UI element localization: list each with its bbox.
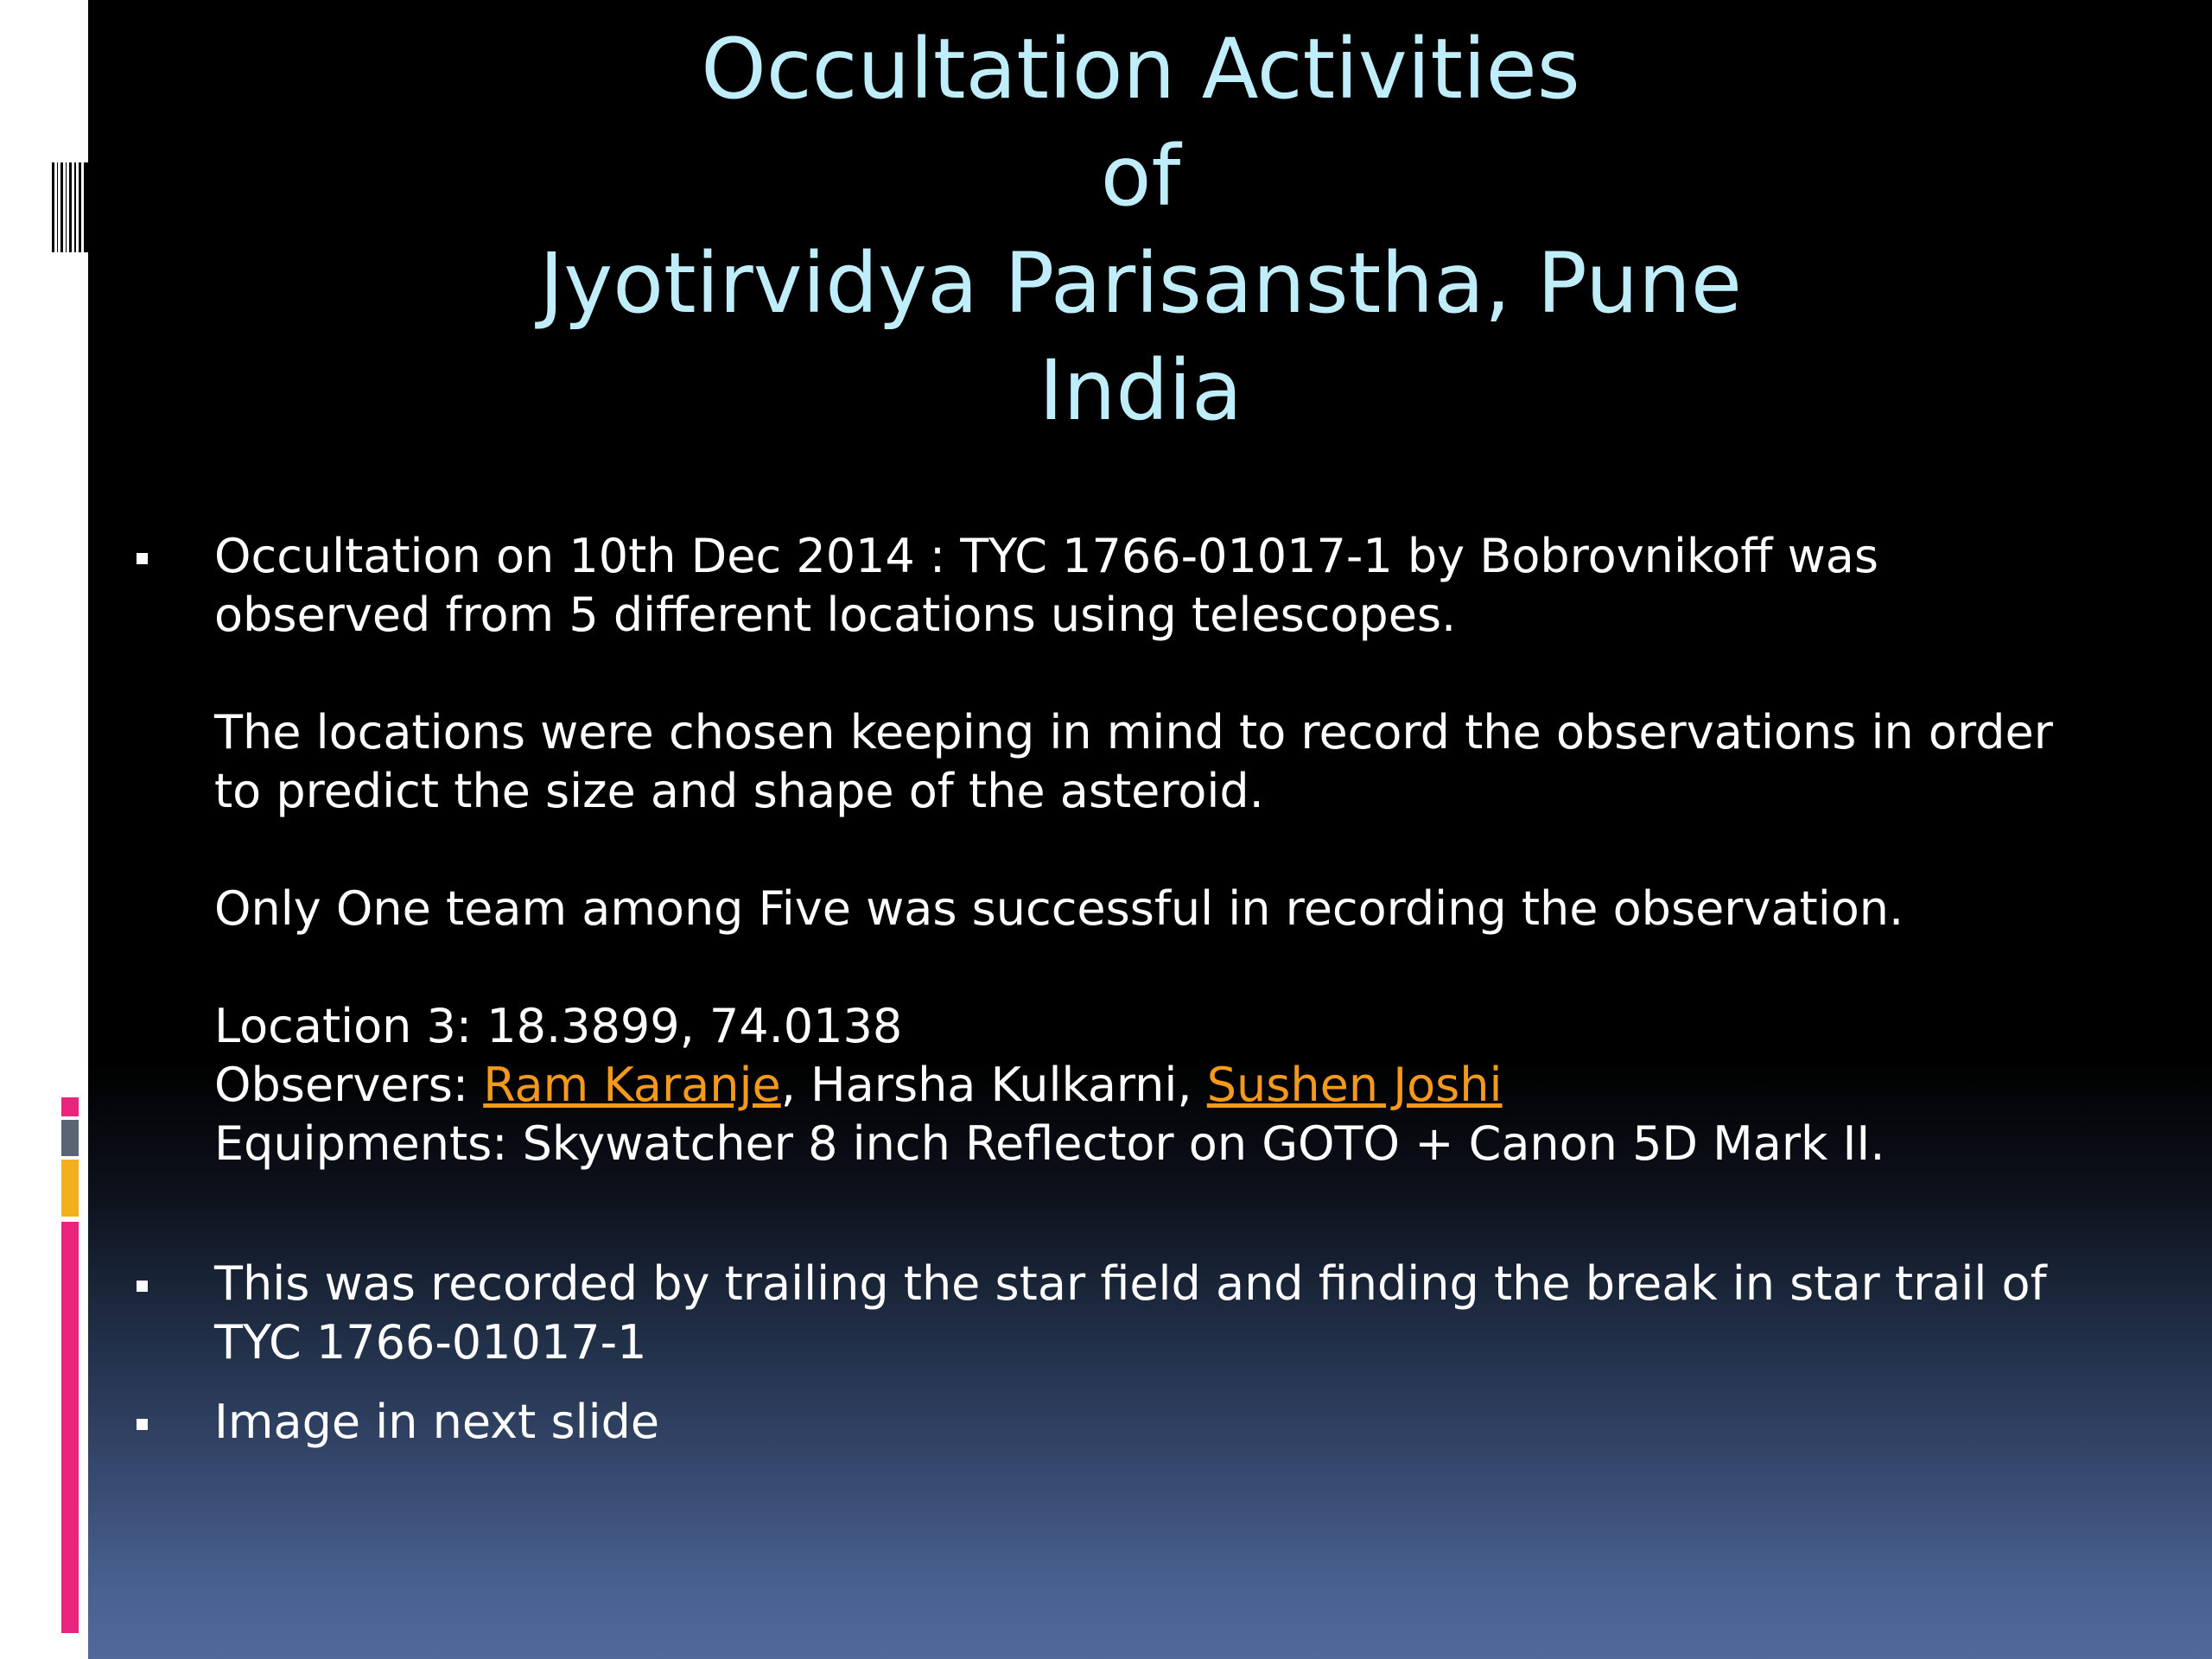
title-line-4: India xyxy=(1039,342,1243,439)
title-line-3: Jyotirvidya Parisanstha, Pune xyxy=(539,235,1742,332)
text-line: This was recorded by trailing the star field and finding the break in star trail of xyxy=(214,1256,2047,1311)
text-line: The locations were chosen keeping in mind to record the observations in order xyxy=(214,705,2053,760)
text-line: Only One team among Five was successful in recording the observation. xyxy=(214,881,1904,936)
slide-title xyxy=(88,16,2193,444)
accent-bar-gray xyxy=(61,1120,79,1156)
slide-body xyxy=(130,527,2169,1452)
observers-line xyxy=(214,1056,2169,1115)
location-line: Location 3: 18.3899, 74.0138 xyxy=(214,999,903,1053)
decorative-lines xyxy=(52,162,88,252)
text-line: Image in next slide xyxy=(214,1395,660,1449)
accent-bar-orange xyxy=(61,1160,79,1217)
text-line: TYC 1766-01017-1 xyxy=(214,1315,647,1370)
text-line: to predict the size and shape of the asteroid. xyxy=(214,764,1264,818)
observer-link-sushen-joshi[interactable]: Sushen Joshi xyxy=(1206,1058,1503,1112)
title-line-1: Occultation Activities xyxy=(701,21,1580,118)
text-line: Occultation on 10th Dec 2014 : TYC 1766-01017-1 by Bobrovnikoff was xyxy=(214,529,1879,583)
accent-bar-pink xyxy=(61,1222,79,1633)
accent-bar-pink-top xyxy=(61,1097,79,1116)
title-line-2: of xyxy=(1100,128,1181,225)
bullet-item-occultation xyxy=(130,527,2169,1173)
text-line: observed from 5 different locations using telescopes. xyxy=(214,588,1457,642)
observer-link-ram-karanje[interactable]: Ram Karanje xyxy=(483,1058,781,1112)
observers-separator: , Harsha Kulkarni, xyxy=(780,1058,1207,1112)
observers-prefix: Observers: xyxy=(214,1058,484,1112)
bullet-square-icon xyxy=(137,1281,148,1292)
equipments-line: Equipments: Skywatcher 8 inch Reflector on GOTO + Canon 5D Mark II. xyxy=(214,1116,1885,1171)
bullet-item-recording xyxy=(130,1255,2169,1372)
bullet-square-icon xyxy=(137,1419,148,1430)
bullet-item-next-slide xyxy=(130,1393,2169,1452)
bullet-square-icon xyxy=(137,553,148,564)
